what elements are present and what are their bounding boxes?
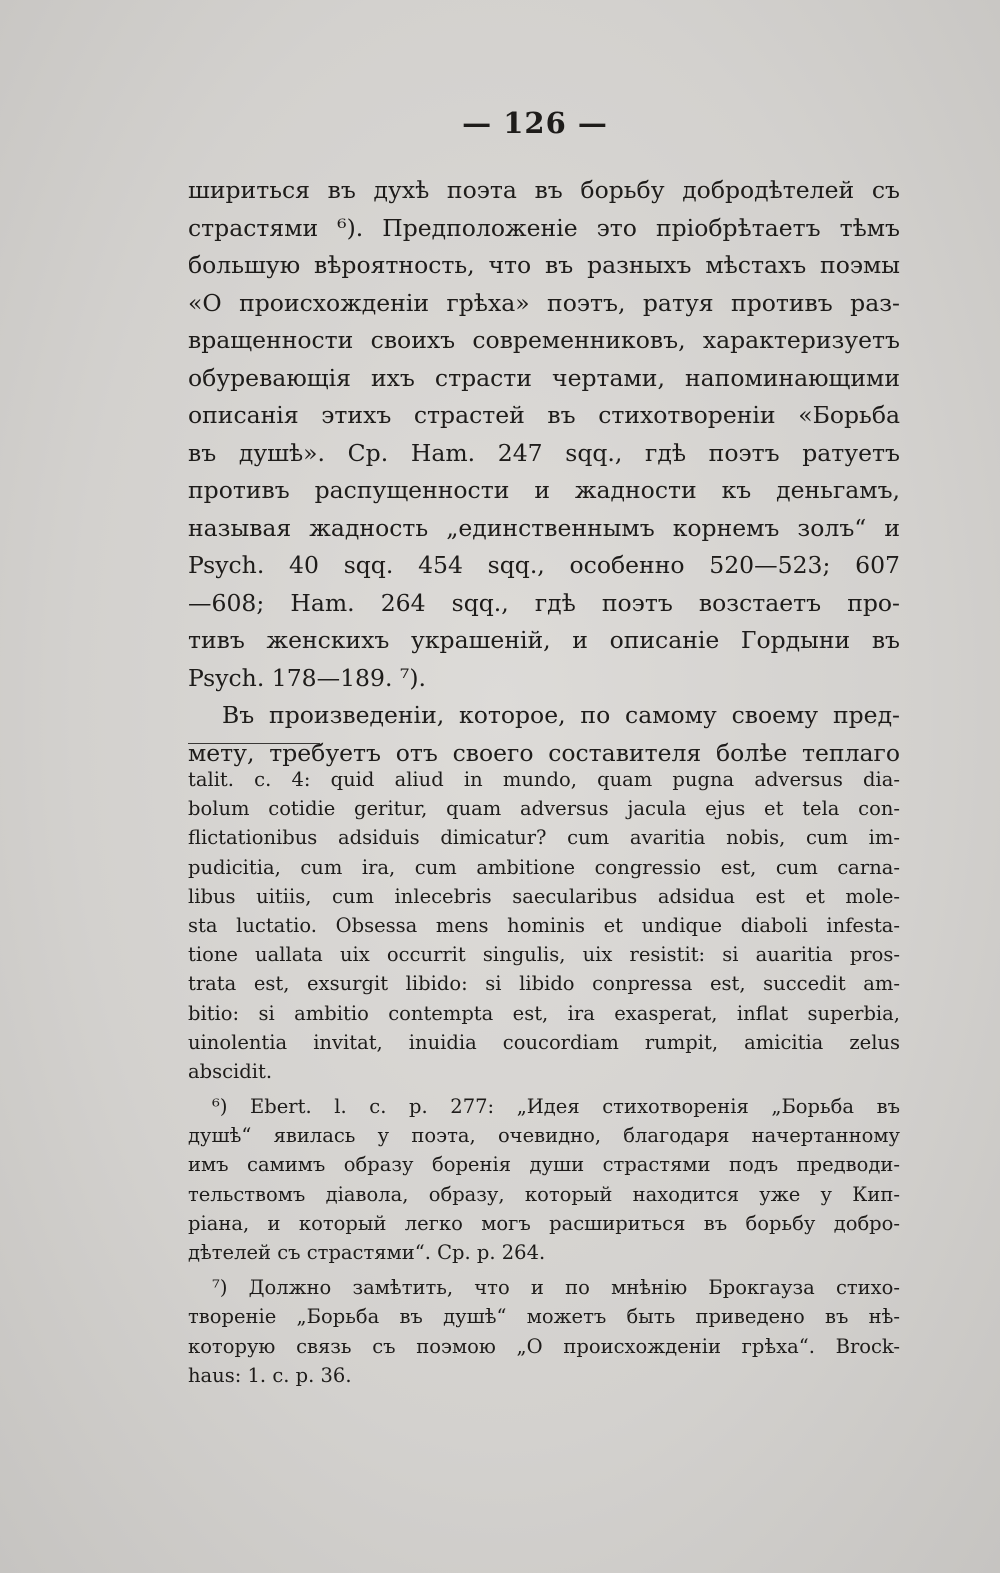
text-line: шириться въ духѣ поэта въ борьбу добродѣтелей съ [188,176,900,204]
footnote-separator [188,743,320,744]
text-line: вращенности своихъ современниковъ, характеризуетъ [188,326,900,354]
main-text [188,172,900,772]
text-line: «О происхожденіи грѣха» поэтъ, ратуя противъ раз- [188,288,900,317]
text-line: Psych. 178—189. ⁷). [188,663,426,692]
footnote-line: bolum cotidie geritur, quam adversus jacula ejus et tela con- [188,797,900,821]
page-number: — 126 — [462,106,608,140]
text-line: противъ распущенности и жадности къ деньгамъ, [188,476,900,504]
text-line: —608; Ham. 264 sqq., гдѣ поэтъ возстаетъ про- [188,588,900,617]
footnote-6-line: ріана, и который легко могъ расшириться въ борьбу добро- [188,1211,900,1235]
footnote-7-line: которую связь съ поэмою „О происхожденіи грѣха“. Brock- [188,1334,900,1358]
text-line: Въ произведеніи, которое, по самому своему пред- [222,701,900,729]
footnote-line: bitio: si ambitio contempta est, ira exasperat, inflat superbia, [188,1001,900,1025]
text-line: Psych. 40 sqq. 454 sqq., особенно 520—523; 607 [188,551,900,579]
text-line: большую вѣроятность, что въ разныхъ мѣстахъ поэмы [188,251,900,279]
text-line: тивъ женскихъ украшеній, и описаніе Гордыни въ [188,626,900,654]
footnote-7-line: ⁷) Должно замѣтить, что и по мнѣнію Брокгауза стихо- [212,1276,900,1300]
text-line: обуревающія ихъ страсти чертами, напоминающими [188,363,900,392]
footnote-7-line: haus: 1. c. p. 36. [188,1363,352,1387]
footnote-6-line: ⁶) Ebert. l. c. p. 277: „Идея стихотворенія „Борьба въ [212,1095,900,1119]
text-line: называя жадность „единственнымъ корнемъ золъ“ и [188,513,900,542]
text-line: въ душѣ». Ср. Ham. 247 sqq., гдѣ поэтъ ратуетъ [188,438,900,467]
text-line: мету, требуетъ отъ своего составителя болѣе теплаго [188,738,900,767]
footnote-6-line: душѣ“ явилась у поэта, очевидно, благодаря начертанному [188,1124,900,1148]
footnote-line: talit. c. 4: quid aliud in mundo, quam pugna adversus dia- [188,768,900,791]
footnote-line: trata est, exsurgit libido: si libido conpressa est, succedit am- [188,972,900,996]
footnote-line: sta luctatio. Obsessa mens hominis et undique diaboli infesta- [188,913,900,937]
footnote-line: flictationibus adsiduis dimicatur? cum avaritia nobis, cum im- [188,826,900,850]
footnotes [188,765,900,1390]
footnote-line: uinolentia invitat, inuidia coucordiam rumpit, amicitia zelus [188,1030,900,1054]
footnote-6-line: имъ самимъ образу боренія души страстями подъ предводи- [188,1153,900,1177]
footnote-7-line: твореніе „Борьба въ душѣ“ можетъ быть приведено въ нѣ- [188,1305,900,1329]
footnote-line: tione uallata uix occurrit singulis, uix resistit: si auaritia pros- [188,943,900,967]
text-line: описанія этихъ страстей въ стихотвореніи «Борьба [188,401,900,429]
footnote-line: abscidit. [188,1059,273,1083]
text-line: страстями ⁶). Предположеніе это пріобрѣтаетъ тѣмъ [188,213,900,242]
footnote-line: libus uitiis, cum inlecebris saecularibus adsidua est et mole- [188,884,900,908]
footnote-line: pudicitia, cum ira, cum ambitione congressio est, cum carna- [188,855,900,879]
footnote-6-line: тельствомъ діавола, образу, который находится уже у Кип- [188,1182,900,1206]
footnote-6-line: дѣтелей съ страстями“. Ср. p. 264. [188,1241,546,1264]
